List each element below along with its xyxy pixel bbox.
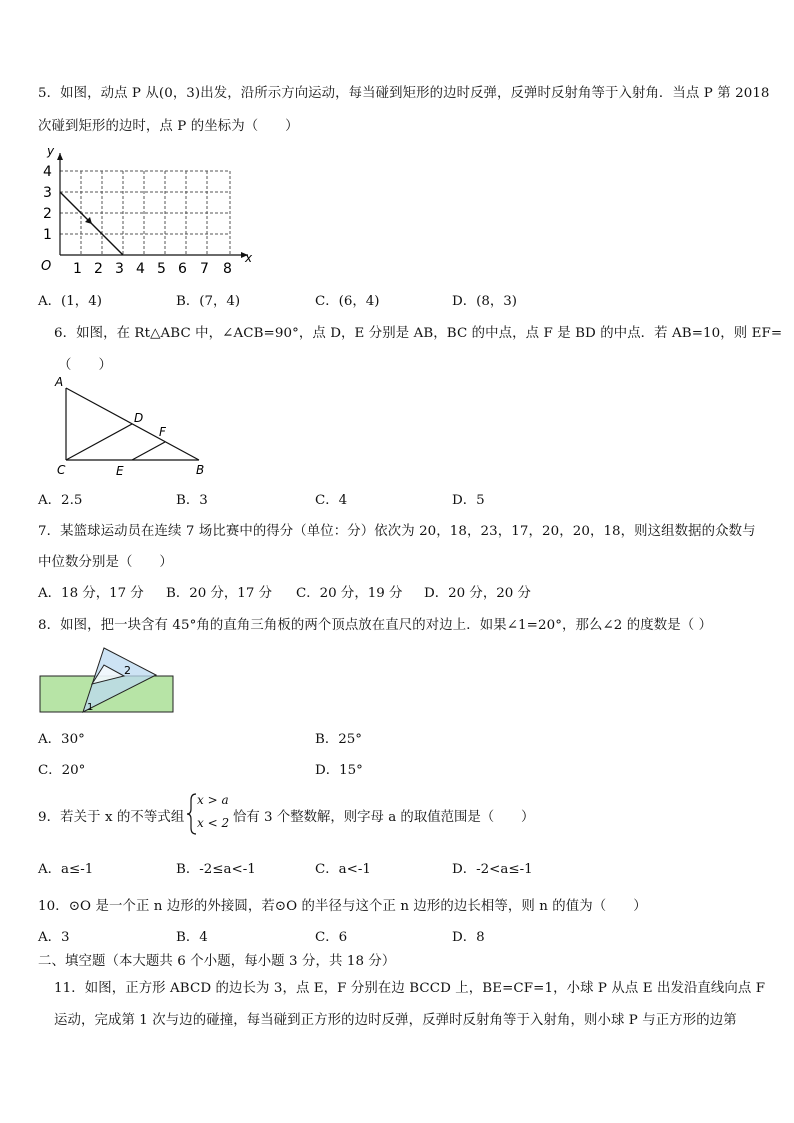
q5-x-tick: 1 — [73, 261, 82, 277]
q5-x-tick: 2 — [94, 261, 103, 277]
q7-option-a[interactable]: A．18 分，17 分 — [38, 586, 144, 601]
q10-stem-line1: 10．⊙O 是一个正 n 边形的外接圆，若⊙O 的半径与这个正 n 边形的边长相等，则 n 的值为（ ） — [38, 899, 647, 914]
q5-stem-line1: 5．如图，动点 P 从(0，3)出发，沿所示方向运动，每当碰到矩形的边时反弹，反弹时反射角等于入射角．当点 P 第 2018 — [38, 86, 770, 101]
q6-triangle-figure — [52, 374, 212, 480]
q6-option-c[interactable]: C．4 — [315, 493, 348, 508]
q8-option-a[interactable]: A．30° — [38, 732, 85, 747]
q8-ruler-triangle-figure — [38, 640, 178, 716]
q6-option-d[interactable]: D．5 — [452, 493, 485, 508]
q5-option-c[interactable]: C．(6，4) — [315, 294, 380, 309]
q10-option-b[interactable]: B．4 — [176, 930, 208, 945]
q5-coordinate-figure — [34, 143, 256, 278]
q11-stem-line2: 运动，完成第 1 次与边的碰撞，每当碰到正方形的边时反弹，反弹时反射角等于入射角，则小球 P 与正方形的边第 — [54, 1013, 737, 1028]
q9-option-b[interactable]: B．-2≤a<-1 — [176, 862, 256, 877]
q5-y-tick: 1 — [43, 227, 52, 243]
q9-option-a[interactable]: A．a≤-1 — [38, 862, 94, 877]
q5-y-tick: 2 — [43, 206, 52, 222]
q6-option-b[interactable]: B．3 — [176, 493, 208, 508]
q5-x-tick: 6 — [178, 261, 187, 277]
q5-x-tick: 4 — [136, 261, 145, 277]
q6-label-c: C — [57, 463, 66, 477]
q6-stem-line2: （ ） — [58, 358, 112, 373]
q5-option-a[interactable]: A．(1，4) — [38, 294, 102, 309]
q9-stem-prefix: 9．若关于 x 的不等式组 — [38, 810, 185, 825]
q7-stem-line1: 7．某篮球运动员在连续 7 场比赛中的得分（单位：分）依次为 20，18，23，17，20，20，18，则这组数据的众数与 — [38, 524, 756, 539]
q7-option-d[interactable]: D．20 分，20 分 — [424, 586, 531, 601]
q8-angle2-label: 2 — [124, 664, 131, 677]
q6-label-d: D — [134, 411, 144, 425]
q9-inequality-2: x < 2 — [197, 816, 230, 830]
q9-option-c[interactable]: C．a<-1 — [315, 862, 371, 877]
q9-inequality-1: x > a — [197, 793, 229, 807]
q6-label-f: F — [159, 425, 166, 439]
section-2-title: 二、填空题（本大题共 6 个小题，每小题 3 分，共 18 分） — [38, 954, 396, 969]
q5-y-axis-label: y — [47, 144, 55, 158]
q5-y-tick: 4 — [43, 164, 52, 180]
q6-label-a: A — [55, 375, 64, 389]
q7-option-b[interactable]: B．20 分，17 分 — [166, 586, 272, 601]
q8-option-c[interactable]: C．20° — [38, 763, 86, 778]
q10-option-c[interactable]: C．6 — [315, 930, 348, 945]
q6-stem-line1: 6．如图，在 Rt△ABC 中，∠ACB=90°，点 D，E 分别是 AB，BC 的中点，点 F 是 BD 的中点．若 AB=10，则 EF= — [54, 326, 783, 341]
q8-stem-line1: 8．如图，把一块含有 45°角的直角三角板的两个顶点放在直尺的对边上．如果∠1=20°，那么∠2 的度数是（ ） — [38, 618, 713, 633]
q5-origin-label: O — [41, 259, 52, 274]
q6-label-e: E — [116, 464, 124, 478]
q6-label-b: B — [196, 463, 205, 477]
q5-x-axis-label: x — [245, 251, 253, 265]
q7-stem-line2: 中位数分别是（ ） — [38, 555, 173, 570]
q8-angle1-label: 1 — [87, 702, 94, 713]
q5-option-b[interactable]: B．(7，4) — [176, 294, 241, 309]
q5-x-tick: 8 — [223, 261, 232, 277]
q6-option-a[interactable]: A．2.5 — [38, 493, 83, 508]
q7-option-c[interactable]: C．20 分，19 分 — [296, 586, 403, 601]
q5-y-tick: 3 — [43, 185, 52, 201]
q9-option-d[interactable]: D．-2<a≤-1 — [452, 862, 533, 877]
q8-option-b[interactable]: B．25° — [315, 732, 362, 747]
q5-x-tick: 3 — [115, 261, 124, 277]
q5-stem-line2: 次碰到矩形的边时，点 P 的坐标为（ ） — [38, 119, 299, 134]
q5-option-d[interactable]: D．(8，3) — [452, 294, 518, 309]
q11-stem-line1: 11．如图，正方形 ABCD 的边长为 3，点 E，F 分别在边 BCCD 上，BE=CF=1，小球 P 从点 E 出发沿直线向点 F — [54, 981, 766, 996]
q5-x-tick: 7 — [200, 261, 209, 277]
q10-option-a[interactable]: A．3 — [38, 930, 70, 945]
q8-option-d[interactable]: D．15° — [315, 763, 363, 778]
q10-option-d[interactable]: D．8 — [452, 930, 485, 945]
q9-stem-suffix: 恰有 3 个整数解，则字母 a 的取值范围是（ ） — [233, 810, 535, 825]
q5-x-tick: 5 — [157, 261, 166, 277]
